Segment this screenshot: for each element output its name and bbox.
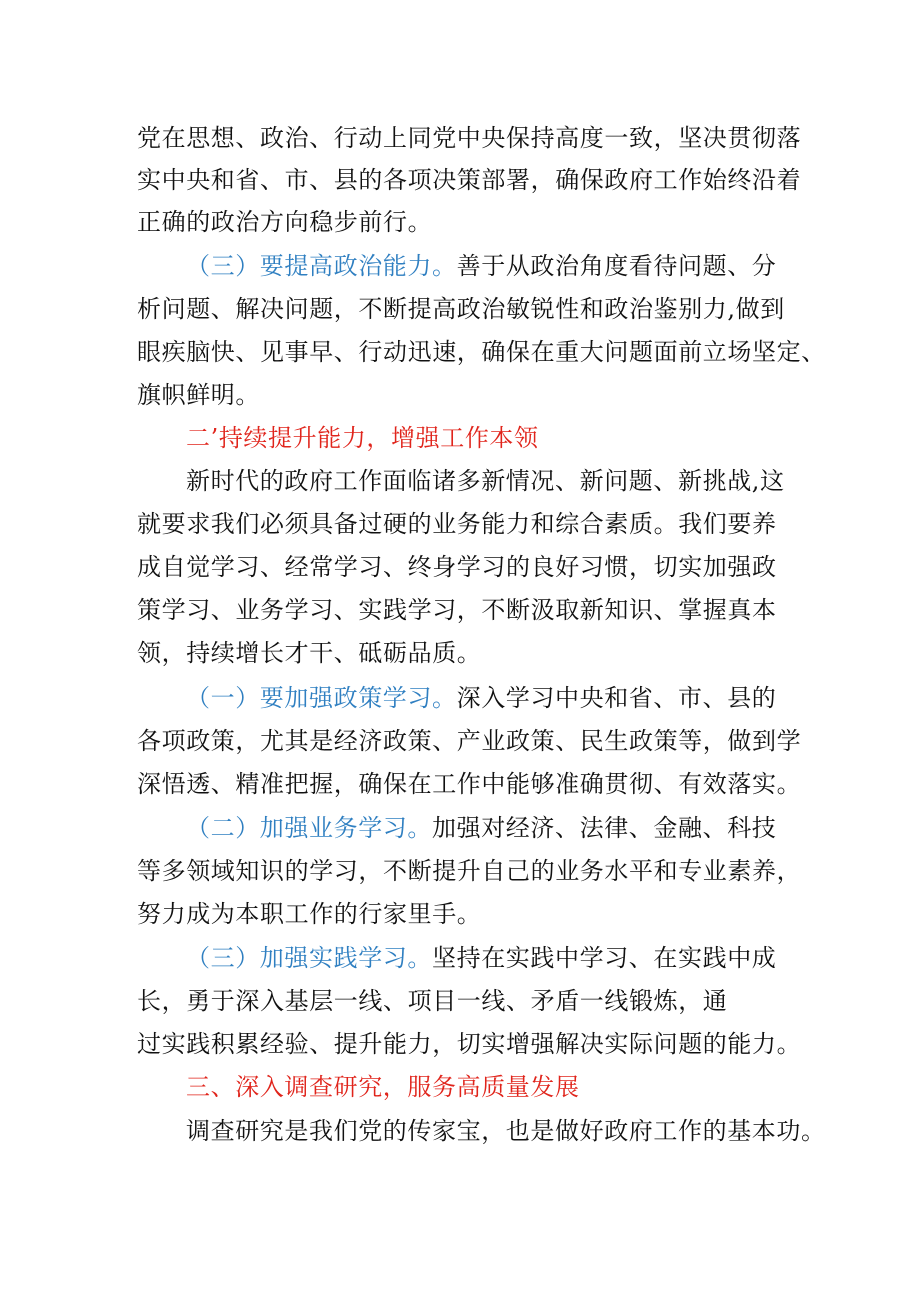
section-heading-line — [186, 1067, 580, 1107]
subsection-line — [186, 938, 776, 978]
text-run: 领，持续增长才干、砥砺品质。 — [137, 639, 482, 667]
text-run: 就要求我们必须具备过硬的业务能力和综合素质。我们要养 — [137, 510, 777, 538]
subsection-line — [186, 246, 776, 286]
text-run: 长，勇于深入基层一线、项目一线、矛盾一线锻炼，通 — [137, 987, 728, 1015]
text-run: 各项政策，尤其是经济政策、产业政策、民生政策等，做到学 — [137, 727, 802, 755]
text-run: 坚持在实践中学习、在实践中成 — [432, 944, 777, 972]
body-line — [137, 851, 801, 891]
body-line — [137, 633, 481, 673]
body-line — [186, 1111, 826, 1151]
body-line — [137, 764, 801, 804]
body-line — [137, 590, 777, 630]
text-run: 过实践积累经验、提升能力，切实增强解决实际问题的能力。 — [137, 1030, 802, 1058]
body-line — [137, 547, 777, 587]
body-line — [137, 118, 801, 158]
text-run: 策学习、业务学习、实践学习，不断汲取新知识、掌握真本 — [137, 596, 777, 624]
section-heading: 三、深入调查研究，服务高质量发展 — [186, 1073, 580, 1101]
body-line — [137, 894, 481, 934]
text-run: 旗帜鲜明。 — [137, 381, 260, 409]
body-line — [137, 721, 801, 761]
body-line — [137, 375, 260, 415]
body-line — [137, 504, 777, 544]
text-run: 析问题、解决问题，不断提高政治敏锐性和政治鉴别力,做到 — [137, 295, 785, 323]
subsection-heading: （三）要提高政治能力。 — [186, 252, 457, 280]
subsection-heading: （三）加强实践学习。 — [186, 944, 432, 972]
subsection-heading: （二）加强业务学习。 — [186, 814, 432, 842]
body-line — [137, 332, 826, 372]
text-run: 努力成为本职工作的行家里手。 — [137, 900, 482, 928]
text-run: 善于从政治角度看待问题、分 — [456, 252, 777, 280]
body-line — [186, 461, 785, 501]
text-run: 加强对经济、法律、金融、科技 — [432, 814, 777, 842]
subsection-line — [186, 678, 776, 718]
body-line — [137, 160, 801, 200]
body-line — [137, 289, 785, 329]
section-heading: 二’持续提升能力，增强工作本领 — [186, 424, 539, 452]
text-run: 调查研究是我们党的传家宝，也是做好政府工作的基本功。 — [186, 1117, 826, 1145]
text-run: 党在思想、政治、行动上同党中央保持高度一致，坚决贯彻落 — [137, 124, 802, 152]
body-line — [137, 981, 727, 1021]
text-run: 深悟透、精准把握，确保在工作中能够准确贯彻、有效落实。 — [137, 770, 802, 798]
subsection-heading: （一）要加强政策学习。 — [186, 684, 457, 712]
body-line — [137, 1024, 801, 1064]
text-run: 成自觉学习、经常学习、终身学习的良好习惯，切实加强政 — [137, 553, 777, 581]
text-run: 深入学习中央和省、市、县的 — [456, 684, 777, 712]
text-run: 眼疾脑快、见事早、行动迅速，确保在重大问题面前立场坚定、 — [137, 338, 826, 366]
subsection-line — [186, 808, 776, 848]
text-run: 等多领域知识的学习，不断提升自己的业务水平和专业素养， — [137, 857, 802, 885]
text-run: 实中央和省、市、县的各项决策部署，确保政府工作始终沿着 — [137, 166, 802, 194]
text-run: 新时代的政府工作面临诸多新情况、新问题、新挑战,这 — [186, 467, 785, 495]
section-heading-line — [186, 418, 539, 458]
body-line — [137, 202, 432, 242]
text-run: 正确的政治方向稳步前行。 — [137, 208, 433, 236]
